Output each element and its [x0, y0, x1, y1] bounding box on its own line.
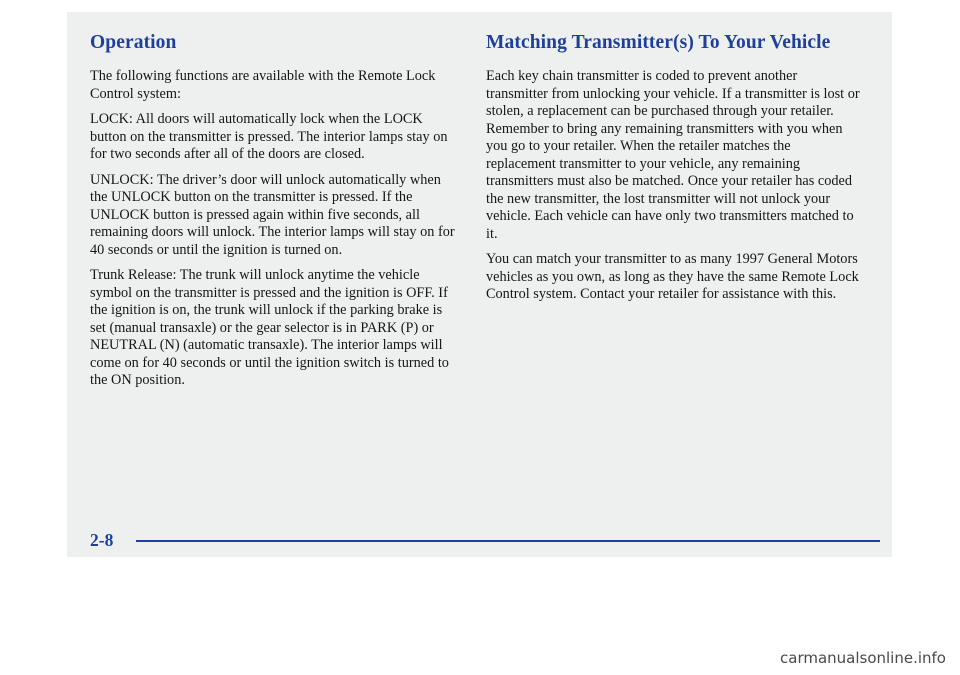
manual-page	[67, 12, 892, 557]
matching-paragraph-2: You can match your transmitter to as many 1997 General Motors vehicles as you own, as long as they have the same Remote Lock Control system. Contact your retailer for assistance with this.	[486, 251, 859, 302]
matching-heading: Matching Transmitter(s) To Your Vehicle	[486, 32, 831, 53]
trunk-release-paragraph: Trunk Release: The trunk will unlock anytime the vehicle symbol on the transmitter is pressed and the ignition is OFF. If the ignition is on, the trunk will unlock if the parking brake is set (manual transaxle) or the gear selector is in PARK (P) or NEUTRAL (N) (automatic transaxle). The interior lamps will come on for 40 seconds or until the ignition switch is turned to the ON position.	[90, 267, 449, 388]
unlock-paragraph: UNLOCK: The driver’s door will unlock automatically when the UNLOCK button on the transmitter is pressed. If the UNLOCK button is pressed again within five seconds, all remaining doors will unlock. The interior lamps will stay on for 40 seconds or until the ignition is turned on.	[90, 171, 455, 258]
lock-paragraph: LOCK: All doors will automatically lock when the LOCK button on the transmitter is pressed. The interior lamps stay on for two seconds after all of the doors are closed.	[90, 111, 448, 162]
page-footer	[90, 530, 880, 552]
operation-heading: Operation	[90, 32, 177, 53]
page-number: 2-8	[90, 530, 114, 550]
intro-paragraph: The following functions are available with the Remote Lock Control system:	[90, 68, 436, 102]
matching-paragraph-1: Each key chain transmitter is coded to prevent another transmitter from unlocking your vehicle. If a transmitter is lost or stolen, a replacement can be purchased through your retailer. Remember to bring any remaining transmitters with you when you go to your retailer. When the retailer matches the replacement transmitter to your vehicle, any remaining transmitters must also be matched. Once your retailer has coded the new transmitter, the lost transmitter will not unlock your vehicle. Each vehicle can have only two transmitters matched to it.	[486, 68, 860, 242]
matching-section	[486, 32, 862, 312]
operation-section	[90, 32, 460, 398]
footer-rule	[136, 540, 880, 542]
watermark: carmanualsonline.info	[780, 649, 946, 667]
